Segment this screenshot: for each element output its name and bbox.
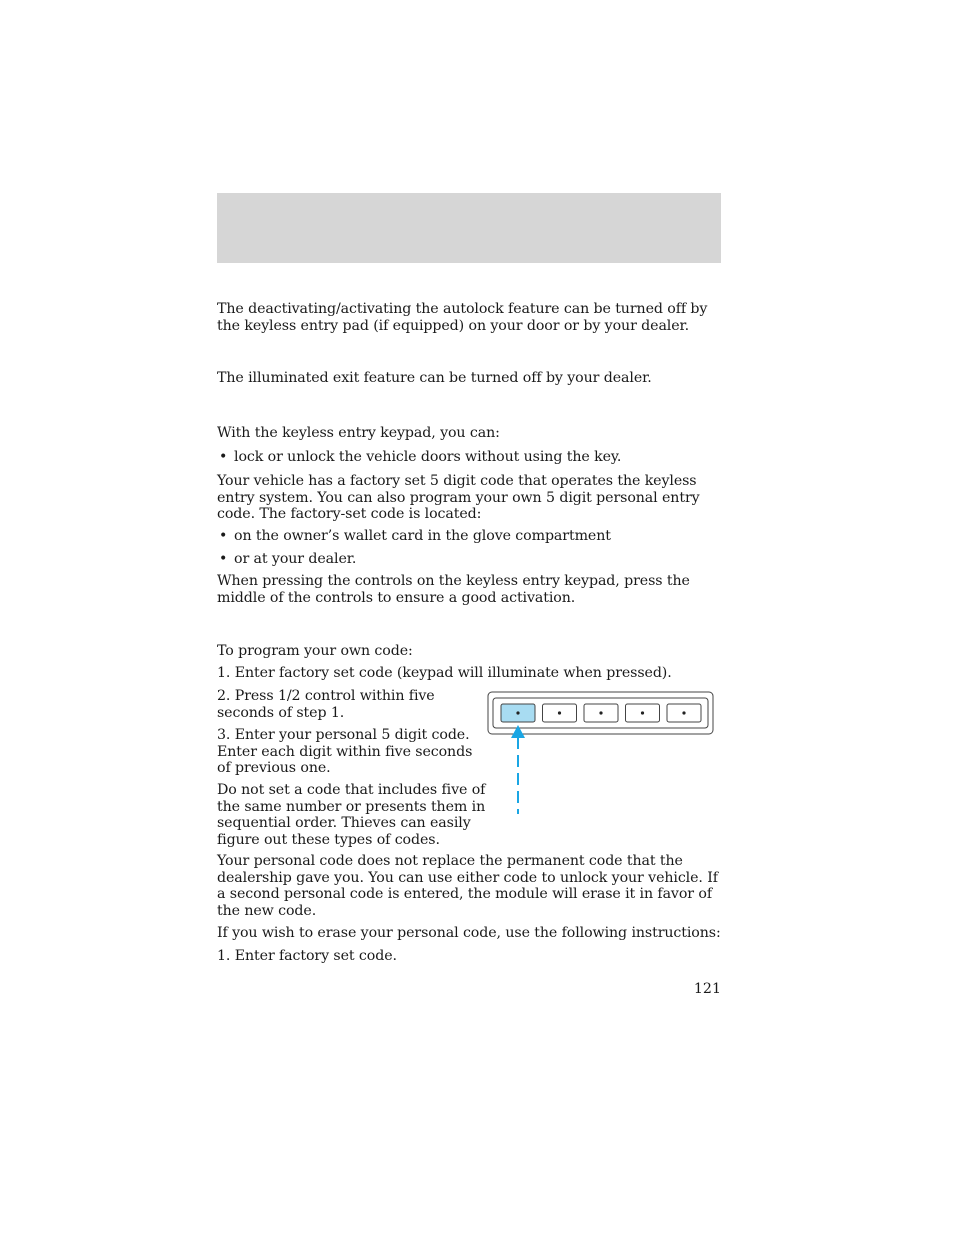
bullet-marker: • xyxy=(219,551,228,567)
step-1-paragraph: 1. Enter factory set code (keypad will illuminate when pressed). xyxy=(217,665,672,681)
bullet-marker: • xyxy=(219,449,228,465)
keypad-key-dot xyxy=(641,711,644,714)
bullet-marker: • xyxy=(219,528,228,544)
bullet-text: on the owner’s wallet card in the glove compartment xyxy=(234,528,611,544)
keypad-key-dot xyxy=(558,711,561,714)
section-header-band xyxy=(217,193,721,263)
factory-code-paragraph: Your vehicle has a factory set 5 digit code that operates the keyless entry system. You can also program your own 5 digit personal entry code. The factory-set code is located: xyxy=(217,473,700,522)
step-2-paragraph: 2. Press 1/2 control within five seconds of step 1. xyxy=(217,688,435,721)
keypad-intro-paragraph: With the keyless entry keypad, you can: xyxy=(217,425,500,441)
personal-code-replace-paragraph: Your personal code does not replace the permanent code that the dealership gave you. You can use either code to unlock your vehicle. If a second personal code is entered, the module will erase it in favor of the new code. xyxy=(217,853,718,919)
keypad-key-dot xyxy=(682,711,685,714)
keypad-illustration xyxy=(487,690,715,815)
pressing-paragraph: When pressing the controls on the keyless entry keypad, press the middle of the controls to ensure a good activation. xyxy=(217,573,690,606)
program-intro-paragraph: To program your own code: xyxy=(217,643,413,659)
erase-step-1-paragraph: 1. Enter factory set code. xyxy=(217,948,397,964)
code-warning-paragraph: Do not set a code that includes five of the same number or presents them in sequential order. Thieves can easily figure out these types of codes. xyxy=(217,782,486,848)
keypad-key-dot xyxy=(516,711,519,714)
page-number: 121 xyxy=(693,981,721,997)
erase-intro-paragraph: If you wish to erase your personal code, use the following instructions: xyxy=(217,925,721,941)
keypad-key-dot xyxy=(599,711,602,714)
step-3-paragraph: 3. Enter your personal 5 digit code. Enter each digit within five seconds of previous one. xyxy=(217,727,473,776)
illuminated-exit-paragraph: The illuminated exit feature can be turned off by your dealer. xyxy=(217,370,652,386)
bullet-text: lock or unlock the vehicle doors without using the key. xyxy=(234,449,622,465)
autolock-paragraph: The deactivating/activating the autolock feature can be turned off by the keyless entry pad (if equipped) on your door or by your dealer. xyxy=(217,301,708,334)
bullet-text: or at your dealer. xyxy=(234,551,357,567)
